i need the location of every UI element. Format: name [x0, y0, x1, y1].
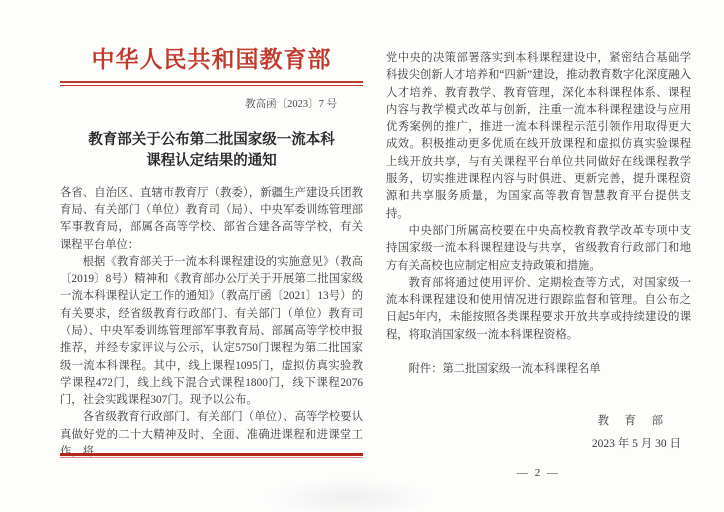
paragraph-supervision: 教育部将通过使用评价、定期检查等方式，对国家级一流本科课程建设和使用情况进行跟踪监督和管理。自公布之日起5年内，未能按照各类课程要求开放共享或持续建设的课程，将取消国家级一流本科课程资格。: [386, 276, 691, 341]
page1-body: [60, 185, 363, 462]
attachment-line: 附件：第二批国家级一流本科课程名单: [408, 363, 601, 376]
letterhead-rule: [60, 81, 363, 86]
doc-number: 教高函〔2023〕7 号: [245, 98, 337, 110]
scan-artifact: [265, 478, 435, 512]
page1-footer-rule: [60, 453, 363, 458]
page-number: — 2 —: [517, 466, 560, 479]
notice-title-line1: 教育部关于公布第二批国家级一流本科: [88, 131, 335, 148]
signer-name: 教 育 部: [597, 415, 665, 428]
sign-date: 2023 年 5 月 30 日: [591, 437, 681, 450]
paragraph-central-support: 中央部门所属高校要在中央高校教育教学改革专项中支持国家级一流本科课程建设与共享，省级教育行政部门和地方有关高校也应制定相应支持政策和措施。: [386, 224, 691, 272]
letterhead-title: 中华人民共和国教育部: [91, 47, 332, 72]
notice-title: [60, 130, 363, 172]
notice-title-line2: 课程认定结果的通知: [146, 152, 277, 169]
signoff-block: [386, 413, 691, 453]
paragraph-requirements-continued: 党中央的决策部署落实到本科课程建设中，紧密结合基础学科拔尖创新人才培养和“四新”建设，推动教育数字化深度融入人才培养、教育教学、教育管理，深化本科课程体系、课程内容与教学模式改革与创新，注重一流本科课程建设与应用优秀案例的推广，推进一流本科课程示范引领作用取得更大成效。积极推动更多优质在线开放课程和虚拟仿真实验课程上线开放共享，与有关课程平台单位共同做好在线课程教学服务，切实推进课程内容与时俱进、更新完善，提升课程资源和共享服务质量，为国家高等教育智慧教育平台提供支持。: [386, 52, 691, 220]
paragraph-recognition-results: 根据《教育部关于一流本科课程建设的实施意见》（教高〔2019〕8号）精神和《教育部办公厅关于开展第二批国家级一流本科课程认定工作的通知》（教高厅函〔2021〕13号）的有关要求，经省级教育行政部门、有关部门（单位）教育司（局）、中央军委训练管理部军事教育局、部属高等学校申报推荐，并经专家评议与公示，认定5750门课程为第二批国家级一流本科课程。其中，线上课程1095门，虚拟仿真实验教学课程472门，线上线下混合式课程1800门，线下课程2076门，社会实践课程307门。现予以公布。: [60, 255, 363, 407]
paragraph-requirements-start: 各省级教育行政部门、有关部门（单位）、高等学校要认真做好党的二十大精神及时、全面、准确进课程和进课堂工作，将: [60, 411, 363, 459]
page-2: [386, 50, 691, 482]
paragraph-recipients: 各省、自治区、直辖市教育厅（教委），新疆生产建设兵团教育局、有关部门（单位）教育司（局）、中央军委训练管理部军事教育局，部属各高等学校、部省合建各高等学校，有关课程平台单位：: [60, 186, 363, 251]
page-1: [60, 46, 363, 461]
